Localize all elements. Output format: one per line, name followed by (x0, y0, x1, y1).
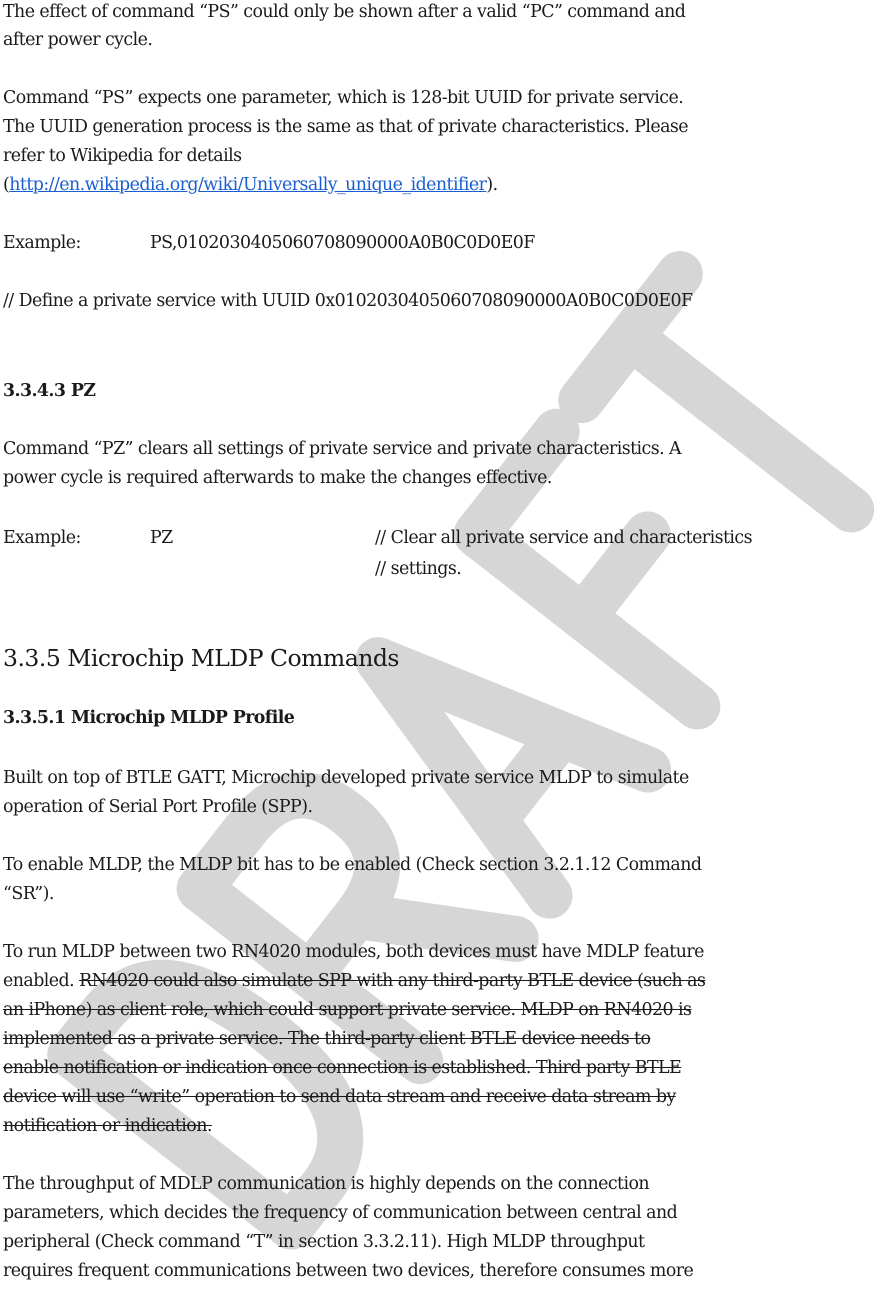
paren-open: ( (3, 175, 10, 195)
example-command: PS,0102030405060708090000A0B0C0D0E0F (150, 233, 535, 253)
paragraph-line: To run MLDP between two RN4020 modules, both devices must have MDLP feature (3, 942, 704, 962)
paragraph-line: peripheral (Check command “T” in section 3.3.2.11). High MLDP throughput (3, 1232, 645, 1252)
paragraph-line: operation of Serial Port Profile (SPP). (3, 797, 313, 817)
plain-text: enabled. (3, 971, 80, 991)
paragraph-line: Command “PS” expects one parameter, which is 128-bit UUID for private service. (3, 88, 684, 108)
wikipedia-uuid-link[interactable]: http://en.wikipedia.org/wiki/Universally_unique_identifier (9, 175, 487, 195)
paragraph-line: power cycle is required afterwards to make the changes effective. (3, 468, 552, 488)
struck-text: enable notification or indication once connection is established. Third party BTLE (3, 1058, 682, 1078)
paragraph-line: “SR”). (3, 884, 54, 904)
example-comment: // Define a private service with UUID 0x0102030405060708090000A0B0C0D0E0F (3, 291, 693, 311)
struck-text: notification or indication. (3, 1116, 212, 1136)
paragraph-line: The UUID generation process is the same as that of private characteristics. Please (3, 117, 689, 137)
paragraph-line: refer to Wikipedia for details (3, 146, 242, 166)
section-heading-mldp: 3.3.5 Microchip MLDP Commands (3, 644, 399, 672)
example-command: PZ (150, 528, 173, 548)
paragraph-line: parameters, which decides the frequency of communication between central and (3, 1203, 678, 1223)
paren-close: ). (486, 175, 498, 195)
paragraph-line: after power cycle. (3, 30, 153, 50)
section-heading-pz: 3.3.4.3 PZ (3, 381, 96, 401)
example-label: Example: (3, 528, 81, 548)
paragraph-line: Built on top of BTLE GATT, Microchip developed private service MLDP to simulate (3, 768, 689, 788)
struck-text: implemented as a private service. The third-party client BTLE device needs to (3, 1029, 651, 1049)
example-comment: // settings. (375, 559, 462, 579)
link-line (3, 172, 498, 198)
paragraph-line: requires frequent communications between two devices, therefore consumes more (3, 1261, 694, 1281)
paragraph-line: The throughput of MDLP communication is highly depends on the connection (3, 1174, 650, 1194)
example-comment: // Clear all private service and characteristics (375, 528, 752, 548)
paragraph-line (3, 968, 705, 994)
paragraph-line: Command “PZ” clears all settings of private service and private characteristics. A (3, 439, 682, 459)
example-label: Example: (3, 233, 81, 253)
subsection-heading-mldp-profile: 3.3.5.1 Microchip MLDP Profile (3, 708, 295, 728)
paragraph-line: To enable MLDP, the MLDP bit has to be enabled (Check section 3.2.1.12 Command (3, 855, 702, 875)
struck-text: an iPhone) as client role, which could support private service. MLDP on RN4020 is (3, 1000, 692, 1020)
struck-text: RN4020 could also simulate SPP with any third-party BTLE device (such as (79, 971, 706, 991)
paragraph-line: The effect of command “PS” could only be shown after a valid “PC” command and (3, 2, 686, 22)
struck-text: device will use “write” operation to send data stream and receive data stream by (3, 1087, 676, 1107)
